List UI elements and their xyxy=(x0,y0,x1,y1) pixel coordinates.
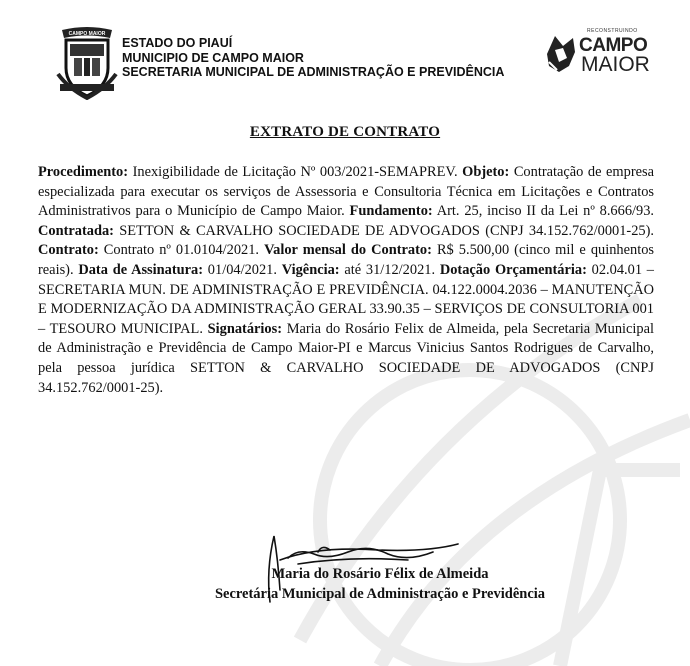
letterhead xyxy=(56,24,656,104)
logo-mark-icon xyxy=(543,32,579,76)
header-secretariat: SECRETARIA MUNICIPAL DE ADMINISTRAÇÃO E PREVIDÊNCIA xyxy=(122,65,505,79)
value-fundamento: Art. 25, inciso II da Lei nº 8.666/93. xyxy=(432,203,654,220)
label-fundamento: Fundamento: xyxy=(349,203,433,220)
signatory-role: Secretária Municipal de Administração e Previdência xyxy=(214,586,546,602)
value-contrato: Contrato nº 01.0104/2021. xyxy=(98,242,265,259)
value-data-assinatura: 01/04/2021. xyxy=(203,261,282,278)
label-vigencia: Vigência: xyxy=(281,261,340,278)
signatory-name: Maria do Rosário Félix de Almeida xyxy=(271,566,489,582)
contract-extract-body xyxy=(38,163,654,398)
value-procedimento: Inexigibilidade de Licitação Nº 003/2021-SEMAPREV. xyxy=(128,164,463,180)
header-municipality: MUNICIPIO DE CAMPO MAIOR xyxy=(122,50,304,65)
value-valor-mensal: R$ 5.500,00 (cinco mil e quinhentos reais). xyxy=(38,242,654,278)
label-data-assinatura: Data de Assinatura: xyxy=(78,261,204,278)
crest-banner-text: CAMPO MAIOR xyxy=(68,31,106,37)
logo-word-campo: CAMPO xyxy=(579,35,648,56)
value-vigencia: até 31/12/2021. xyxy=(339,261,440,278)
value-dotacao: 02.04.01 – SECRETARIA MUN. DE ADMINISTRAÇÃO E PREVIDÊNCIA. 04.122.0004.2036 – MANUTENÇÃO E MODERNIZAÇÃO DA ADMINISTRAÇÃO GERAL 33.90.35 – SERVIÇOS DE CONSULTORIA 001 – TESOURO MUNICIPAL. xyxy=(38,261,655,337)
label-procedimento: Procedimento: xyxy=(38,164,129,180)
label-contratada: Contratada: xyxy=(38,222,114,239)
header-state: ESTADO DO PIAUÍ xyxy=(122,36,233,50)
label-signatarios: Signatários: xyxy=(207,320,282,337)
document-title: EXTRATO DE CONTRATO xyxy=(249,124,441,140)
label-valor-mensal: Valor mensal do Contrato: xyxy=(264,242,432,259)
campo-maior-logo xyxy=(543,28,655,84)
logo-word-maior: MAIOR xyxy=(581,53,650,76)
label-objeto: Objeto: xyxy=(462,164,510,180)
value-signatarios: Maria do Rosário Felix de Almeida, pela Secretaria Municipal de Administração e Previdência de Campo Maior-PI e Marcus Vinicius Santos Rodrigues de Carvalho, pela pessoa jurídica SETTON & CARVALHO SOCIEDADE DE ADVOGADOS (CNPJ 34.152.762/0001-25). xyxy=(38,320,654,396)
logo-tagline: RECONSTRUINDO xyxy=(587,28,638,34)
value-contratada: SETTON & CARVALHO SOCIEDADE DE ADVOGADOS (CNPJ 34.152.762/0001-25). xyxy=(113,222,654,239)
label-contrato: Contrato: xyxy=(38,242,99,259)
label-dotacao: Dotação Orçamentária: xyxy=(439,261,587,278)
municipal-crest-icon xyxy=(56,24,118,100)
value-objeto: Contratação de empresa especializada para executar os serviços de Assessoria e Consultoria Técnica em Licitações e Contratos Administrativos para o Município de Campo Maior. xyxy=(38,164,654,220)
